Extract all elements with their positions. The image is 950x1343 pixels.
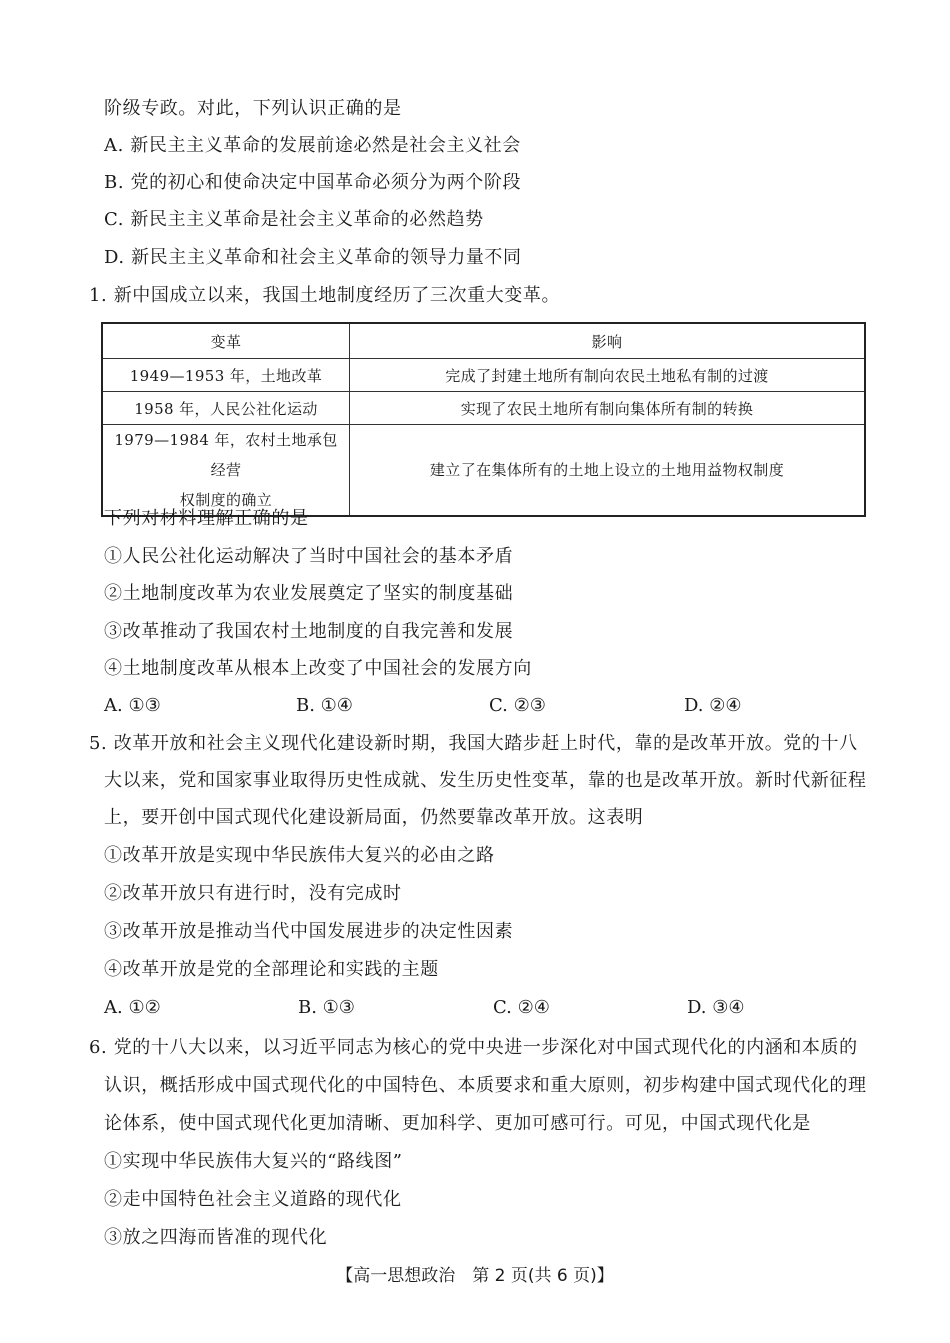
q5-statement-1: ①改革开放是实现中华民族伟大复兴的必由之路: [104, 845, 495, 866]
q4-statement-2: ②土地制度改革为农业发展奠定了坚实的制度基础: [104, 583, 514, 604]
table-cell-impact: 完成了封建土地所有制向农民土地私有制的过渡: [350, 359, 866, 392]
table-cell-impact: 实现了农民土地所有制向集体所有制的转换: [350, 392, 866, 425]
q5-choice-b: B. ①③: [298, 997, 355, 1018]
q4-stem: 1. 新中国成立以来，我国土地制度经历了三次重大变革。: [89, 285, 561, 306]
q6-stem-line-2: 认识，概括形成中国式现代化的中国特色、本质要求和重大原则，初步构建中国式现代化的理: [104, 1075, 867, 1096]
q3-option-d: D. 新民主主义革命和社会主义革命的领导力量不同: [104, 247, 522, 268]
q5-choice-c: C. ②④: [493, 997, 550, 1018]
table-row: [102, 425, 865, 517]
q4-choice-a: A. ①③: [104, 695, 161, 716]
q5-statement-3: ③改革开放是推动当代中国发展进步的决定性因素: [104, 921, 514, 942]
q5-stem-line-3: 上，要开创中国式现代化建设新局面，仍然要靠改革开放。这表明: [104, 807, 644, 828]
q6-statement-3: ③放之四海而皆准的现代化: [104, 1227, 328, 1248]
q5-choices: [104, 996, 804, 1020]
q3-option-c: C. 新民主主义革命是社会主义革命的必然趋势: [104, 209, 484, 230]
q3-option-a: A. 新民主主义革命的发展前途必然是社会主义社会: [104, 135, 521, 156]
q5-statement-2: ②改革开放只有进行时，没有完成时: [104, 883, 402, 904]
q5-choice-a: A. ①②: [104, 997, 161, 1018]
table-cell-impact: 建立了在集体所有的土地上设立的土地用益物权制度: [350, 425, 866, 517]
q4-statement-4: ④土地制度改革从根本上改变了中国社会的发展方向: [104, 658, 532, 679]
table-row: [102, 359, 865, 392]
page-footer: 【高一思想政治 第 2 页(共 6 页)】: [336, 1266, 614, 1286]
q4-statement-3: ③改革推动了我国农村土地制度的自我完善和发展: [104, 621, 514, 642]
q5-statement-4: ④改革开放是党的全部理论和实践的主题: [104, 959, 439, 980]
q3-option-b: B. 党的初心和使命决定中国革命必须分为两个阶段: [104, 172, 522, 193]
q5-stem-line-1: 5. 改革开放和社会主义现代化建设新时期，我国大踏步赶上时代，靠的是改革开放。党的十八: [89, 733, 858, 754]
q4-choice-d: D. ②④: [684, 695, 742, 716]
q4-choice-b: B. ①④: [296, 695, 353, 716]
q6-statement-1: ①实现中华民族伟大复兴的“路线图”: [104, 1151, 403, 1172]
q6-stem-line-3: 论体系，使中国式现代化更加清晰、更加科学、更加可感可行。可见，中国式现代化是: [104, 1113, 811, 1134]
table-header-row: [102, 323, 865, 359]
q4-choice-c: C. ②③: [489, 695, 546, 716]
table-cell-change: 1958 年，人民公社化运动: [102, 392, 350, 425]
table-header-impact: 影响: [350, 323, 866, 359]
q3-stem-end: 阶级专政。对此，下列认识正确的是: [104, 98, 402, 119]
table-cell-change-line2: 权制度的确立: [179, 491, 273, 509]
q4-question: 下列对材料理解正确的是: [104, 508, 309, 529]
table-cell-change: [102, 425, 350, 517]
table-row: [102, 392, 865, 425]
q5-choice-d: D. ③④: [687, 997, 745, 1018]
q6-statement-2: ②走中国特色社会主义道路的现代化: [104, 1189, 402, 1210]
land-reform-table: [101, 322, 866, 517]
q6-stem-line-1: 6. 党的十八大以来，以习近平同志为核心的党中央进一步深化对中国式现代化的内涵和本质的: [89, 1037, 858, 1058]
table-header-change: 变革: [102, 323, 350, 359]
q4-statement-1: ①人民公社化运动解决了当时中国社会的基本矛盾: [104, 546, 514, 567]
table-cell-change-line1: 1979—1984 年，农村土地承包经营: [114, 431, 338, 479]
q5-stem-line-2: 大以来，党和国家事业取得历史性成就、发生历史性变革，靠的也是改革开放。新时代新征程: [104, 770, 867, 791]
table-cell-change: 1949—1953 年，土地改革: [102, 359, 350, 392]
q4-choices: [104, 694, 804, 718]
